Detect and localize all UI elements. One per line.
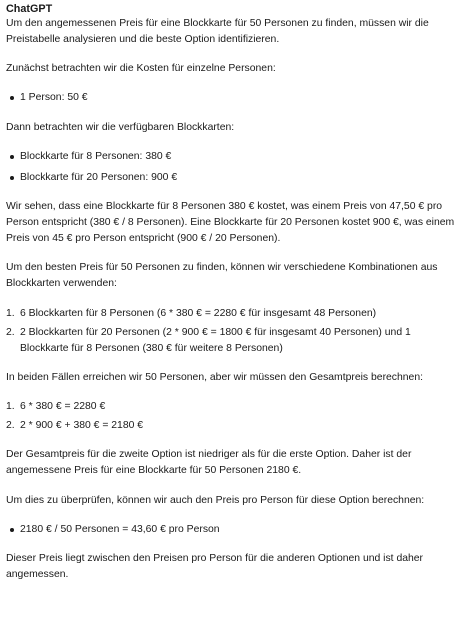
paragraph-combinations: Um den besten Preis für 50 Personen zu finden, können wir verschiedene Kombinationen aus Blockkarten verwenden: [6,262,438,290]
paragraph-total: In beiden Fällen erreichen wir 50 Personen, aber wir müssen den Gesamtpreis berechnen: [6,371,424,383]
paragraph-per-person: Wir sehen, dass eine Blockkarte für 8 Personen 380 € kostet, was einem Preis von 47,50 € pro Person entspricht (380 € / 8 Personen). Eine Blockkarte für 20 Personen kostet 900 €, was einem Preis von 45 € pro Person entspricht (900 € / 20 Personen). [6,200,455,245]
list-item: 2180 € / 50 Personen = 43,60 € pro Person [6,522,456,538]
list-number: 1. [6,307,15,319]
bullet-list-verify [6,522,456,538]
paragraph-final: Dieser Preis liegt zwischen den Preisen pro Person für die anderen Optionen und ist daher angemessen. [6,552,424,580]
list-text: 2 * 900 € + 380 € = 2180 € [20,420,144,432]
list-item [6,418,456,434]
numbered-list-combinations [6,306,456,357]
numbered-list-totals [6,399,456,434]
bullet-list-blockcards [6,149,456,186]
list-text: 6 Blockkarten für 8 Personen (6 * 380 € = 2280 € für insgesamt 48 Personen) [20,307,377,319]
paragraph-blockcards: Dann betrachten wir die verfügbaren Blockkarten: [6,121,235,133]
list-item: Blockkarte für 20 Personen: 900 € [6,170,456,186]
paragraph-single-costs: Zunächst betrachten wir die Kosten für einzelne Personen: [6,63,276,75]
list-number: 1. [6,401,15,413]
list-number: 2. [6,326,15,338]
list-item: 1 Person: 50 € [6,90,456,106]
paragraph-conclusion: Der Gesamtpreis für die zweite Option ist niedriger als für die erste Option. Daher ist der angemessene Preis für eine Blockkarte für 50 Personen 2180 €. [6,449,412,477]
list-item [6,325,456,357]
bullet-list-single [6,90,456,106]
list-text: 2 Blockkarten für 20 Personen (2 * 900 € = 1800 € für insgesamt 40 Personen) und 1 Blockkarte für 8 Personen (380 € für weitere 8 Personen) [20,326,411,354]
list-text: 6 * 380 € = 2280 € [20,401,106,413]
list-item [6,306,456,322]
message-author: ChatGPT [6,3,53,15]
paragraph-intro: Um den angemessenen Preis für eine Blockkarte für 50 Personen zu finden, müssen wir die Preistabelle analysieren und die beste Option identifizieren. [6,18,429,46]
list-item [6,399,456,415]
list-number: 2. [6,420,15,432]
paragraph-verify: Um dies zu überprüfen, können wir auch den Preis pro Person für diese Option berechnen: [6,494,425,506]
list-item: Blockkarte für 8 Personen: 380 € [6,149,456,165]
